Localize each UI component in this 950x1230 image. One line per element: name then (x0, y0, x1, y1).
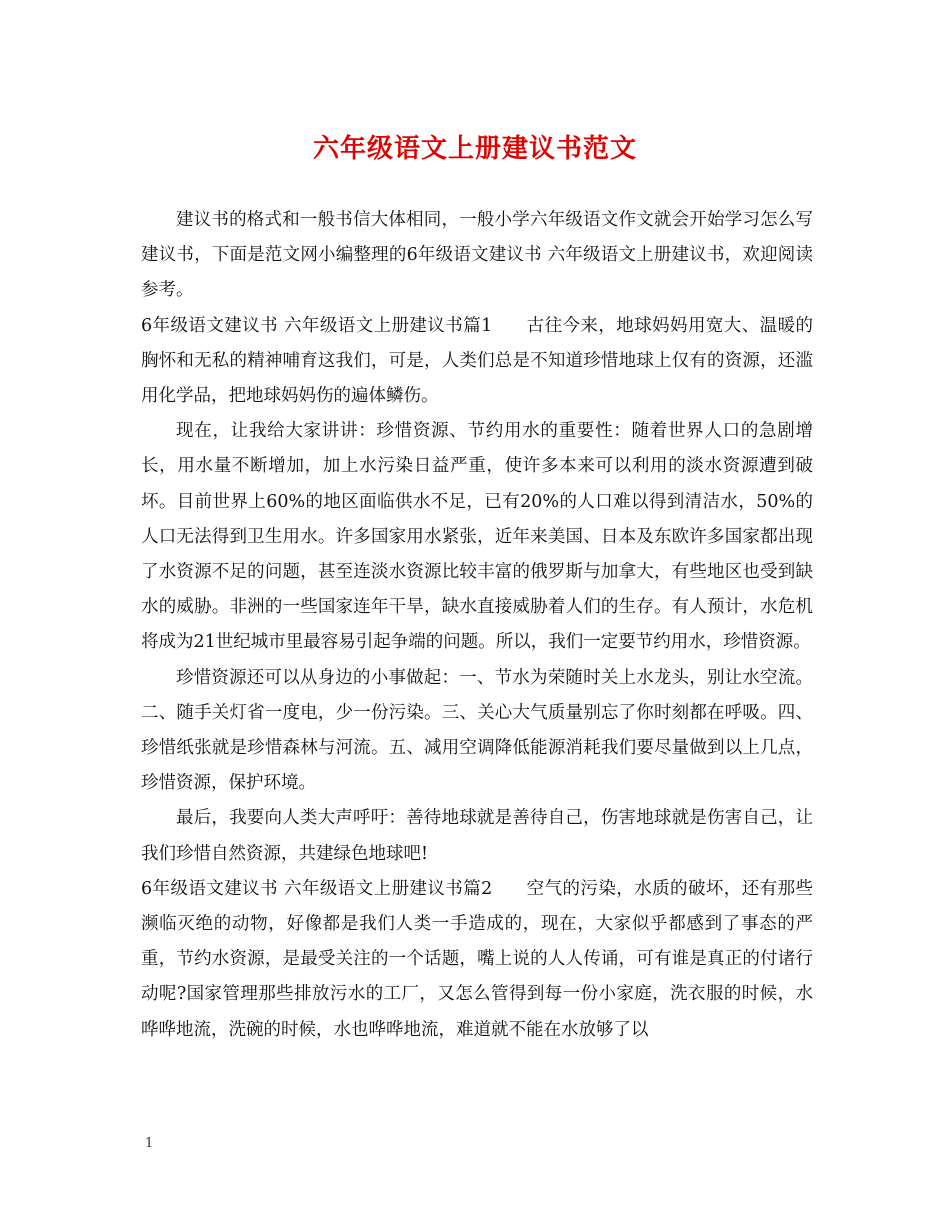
page-number: 1 (145, 1136, 154, 1151)
paragraph-section-1 (141, 309, 813, 415)
section-1-text: 古往今来，地球妈妈用宽大、温暖的胸怀和无私的精神哺育这我们，可是，人类们总是不知道珍惜地球上仅有的资源，还滥用化学品，把地球妈妈伤的遍体鳞伤。 (141, 315, 813, 407)
section-2-text: 空气的污染，水质的破坏，还有那些濒临灭绝的动物，好像都是我们人类一手造成的，现在，大家似乎都感到了事态的严重，节约水资源，是最受关注的一个话题，嘴上说的人人传诵，可有谁是真正的付诸行动呢?国家管理那些排放污水的工厂，又怎么管得到每一份小家庭，洗衣服的时候，水哗哗地流，洗碗的时候，水也哗哗地流，难道就不能在水放够了以 (141, 878, 813, 1040)
paragraph-small-things: 珍惜资源还可以从身边的小事做起：一、节水为荣随时关上水龙头，别让水空流。二、随手关灯省一度电，少一份污染。三、关心大气质量别忘了你时刻都在呼吸。四、珍惜纸张就是珍惜森林与河流。五、减用空调降低能源消耗我们要尽量做到以上几点，珍惜资源，保护环境。 (141, 667, 813, 794)
paragraph-water-importance: 现在，让我给大家讲讲：珍惜资源、节约用水的重要性：随着世界人口的急剧增长，用水量不断增加，加上水污染日益严重，使许多本来可以利用的淡水资源遭到破坏。目前世界上60%的地区面临供水不足，已有20%的人口难以得到清洁水，50%的人口无法得到卫生用水。许多国家用水紧张，近年来美国、日本及东欧许多国家都出现了水资源不足的问题，甚至连淡水资源比较丰富的俄罗斯与加拿大，有些地区也受到缺水的威胁。非洲的一些国家连年干旱，缺水直接威胁着人们的生存。有人预计，水危机将成为21世纪城市里最容易引起争端的问题。所以，我们一定要节约用水，珍惜资源。 (141, 421, 813, 653)
paragraph-intro: 建议书的格式和一般书信大体相同，一般小学六年级语文作文就会开始学习怎么写建议书，下面是范文网小编整理的6年级语文建议书 六年级语文上册建议书，欢迎阅读参考。 (141, 210, 813, 301)
document-body (141, 203, 813, 1048)
section-heading-2: 6年级语文建议书 六年级语文上册建议书篇2 (141, 878, 493, 899)
section-heading-1: 6年级语文建议书 六年级语文上册建议书篇1 (141, 315, 493, 336)
paragraph-appeal: 最后，我要向人类大声呼吁：善待地球就是善待自己，伤害地球就是伤害自己，让我们珍惜自然资源，共建绿色地球吧! (141, 808, 813, 864)
paragraph-section-2 (141, 872, 813, 1048)
document-title: 六年级语文上册建议书范文 (312, 134, 637, 164)
